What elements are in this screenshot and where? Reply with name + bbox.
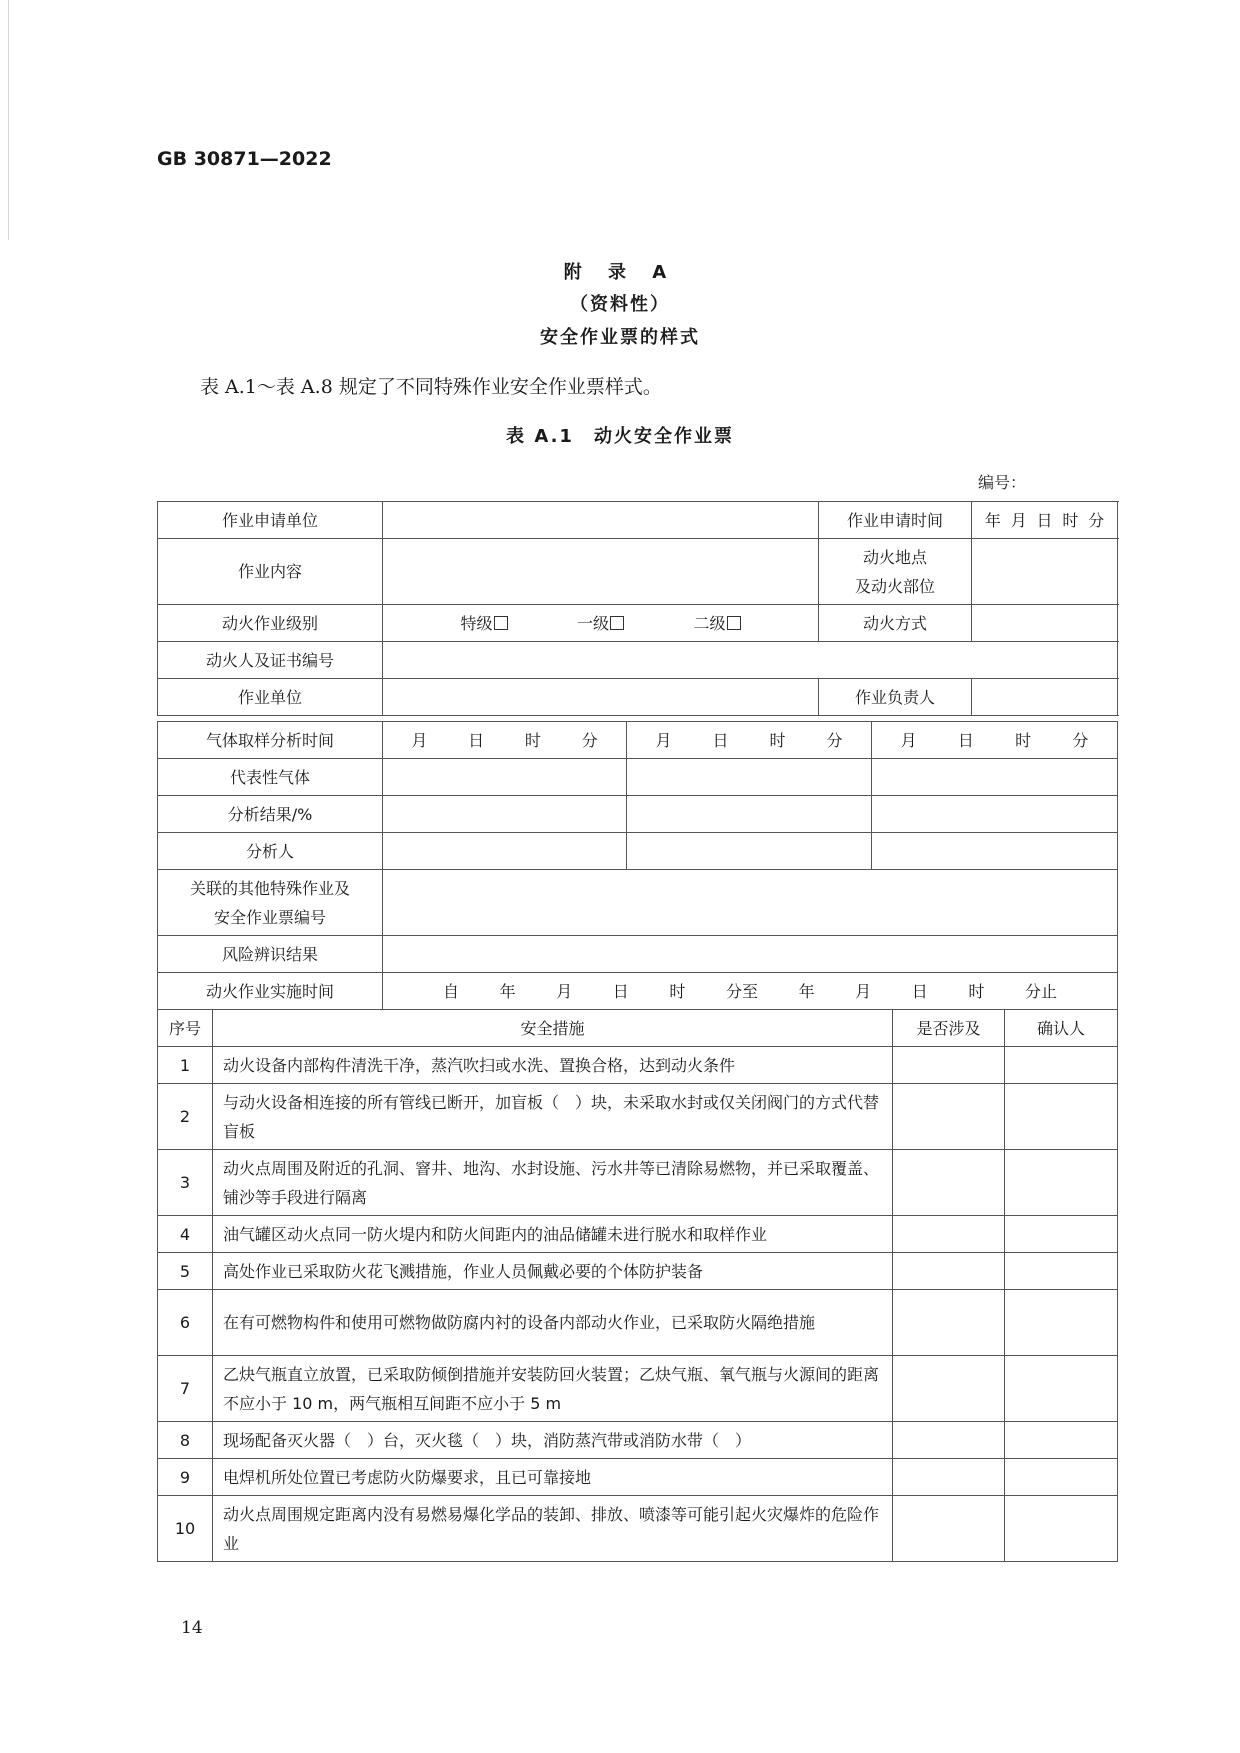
level-first-label: 一级 [577,613,610,633]
measure-row [158,1084,1118,1150]
measure-text: 动火点周围及附近的孔洞、窨井、地沟、水封设施、污水井等已清除易燃物，并已采取覆盖、铺沙等手段进行隔离 [213,1150,893,1216]
measure-involved [893,1216,1005,1253]
scan-edge-line [8,0,9,240]
label-work-unit: 作业单位 [158,679,383,716]
analyst-cell-3 [872,833,1118,870]
value-location [972,539,1118,605]
apply-time-minute: 分 [1088,510,1105,530]
gas-time-1-minute: 分 [581,730,598,750]
measure-confirm [1005,1290,1118,1356]
row-risk [158,936,1118,973]
measure-no: 10 [158,1496,213,1562]
value-content [383,539,819,605]
measure-no: 8 [158,1422,213,1459]
measure-confirm [1005,1422,1118,1459]
measure-confirm [1005,1356,1118,1422]
measure-involved [893,1084,1005,1150]
gas-time-1 [383,722,627,759]
level-special-label: 特级 [460,613,493,633]
label-apply-time: 作业申请时间 [819,502,972,539]
result-cell-3 [872,796,1118,833]
value-risk [383,936,1118,973]
impl-to-year: 年 [798,981,815,1001]
label-content: 作业内容 [158,539,383,605]
gas-time-3 [872,722,1118,759]
gas-cell-2 [627,759,872,796]
label-method: 动火方式 [819,605,972,642]
result-cell-2 [627,796,872,833]
measure-row [158,1150,1118,1216]
label-result: 分析结果/% [158,796,383,833]
measure-no: 1 [158,1047,213,1084]
label-operator: 动火人及证书编号 [158,642,383,679]
apply-time-hour: 时 [1062,510,1079,530]
row-impl-time [158,973,1118,1010]
value-responsible [972,679,1118,716]
measure-confirm [1005,1150,1118,1216]
gas-time-1-hour: 时 [524,730,541,750]
measure-involved [893,1253,1005,1290]
appendix-label: 附 录 A [563,262,677,283]
gas-time-3-month: 月 [900,730,917,750]
value-work-unit [383,679,819,716]
value-apply-time [972,502,1118,539]
label-analyst: 分析人 [158,833,383,870]
row-analyst [158,833,1118,870]
row-work-unit [158,679,1118,716]
measure-row [158,1356,1118,1422]
measure-no: 9 [158,1459,213,1496]
gas-time-2-month: 月 [655,730,672,750]
impl-from-month: 月 [556,981,573,1001]
table-title: 表 A.1 动火安全作业票 [506,426,734,447]
measure-text: 与动火设备相连接的所有管线已断开，加盲板（ ）块，未采取水封或仅关闭阀门的方式代替盲板 [213,1084,893,1150]
level-second [694,609,741,638]
checkbox-special[interactable] [494,616,508,630]
measure-row [158,1290,1118,1356]
measure-involved [893,1496,1005,1562]
row-applicant [158,502,1118,539]
safety-measures-table [157,1009,1118,1562]
impl-from-year: 年 [499,981,516,1001]
result-cell-1 [383,796,627,833]
measure-involved [893,1356,1005,1422]
gas-time-3-minute: 分 [1072,730,1089,750]
measure-involved [893,1422,1005,1459]
impl-to-day: 日 [911,981,928,1001]
checkbox-first[interactable] [610,616,624,630]
measure-row [158,1047,1118,1084]
label-related [158,870,383,936]
value-level [383,605,819,642]
label-gas: 代表性气体 [158,759,383,796]
measure-text: 在有可燃物构件和使用可燃物做防腐内衬的设备内部动火作业，已采取防火隔绝措施 [213,1290,893,1356]
standard-id: GB 30871—2022 [157,148,332,170]
value-operator [383,642,1118,679]
measure-text: 高处作业已采取防火花飞溅措施，作业人员佩戴必要的个体防护装备 [213,1253,893,1290]
value-impl-time [383,973,1118,1010]
measure-confirm [1005,1084,1118,1150]
measure-text: 乙炔气瓶直立放置，已采取防倾倒措施并安装防回火装置；乙炔气瓶、氧气瓶与火源间的距离不应小于 10 m，两气瓶相互间距不应小于 5 m [213,1356,893,1422]
measure-involved [893,1290,1005,1356]
measure-confirm [1005,1216,1118,1253]
gas-analysis-table [157,721,1118,870]
intro-paragraph: 表 A.1～表 A.8 规定了不同特殊作业安全作业票样式。 [200,376,662,398]
gas-time-2-hour: 时 [769,730,786,750]
impl-from: 自 [443,981,460,1001]
label-location-line1: 动火地点 [863,547,928,567]
label-impl-time: 动火作业实施时间 [158,973,383,1010]
analyst-cell-1 [383,833,627,870]
value-applicant-unit [383,502,819,539]
row-level [158,605,1118,642]
gas-time-3-day: 日 [957,730,974,750]
measure-row [158,1459,1118,1496]
label-location-line2: 及动火部位 [855,576,936,596]
page-number: 14 [181,1618,203,1638]
measure-involved [893,1459,1005,1496]
measure-no: 2 [158,1084,213,1150]
appendix-title: 安全作业票的样式 [540,327,700,348]
measure-confirm [1005,1459,1118,1496]
header-no: 序号 [158,1010,213,1047]
apply-time-day: 日 [1036,510,1053,530]
measure-row [158,1496,1118,1562]
appendix-nature: （资料性） [570,294,670,315]
measures-header-row [158,1010,1118,1047]
apply-time-month: 月 [1010,510,1027,530]
gas-time-2 [627,722,872,759]
measure-text: 现场配备灭火器（ ）台，灭火毯（ ）块，消防蒸汽带或消防水带（ ） [213,1422,893,1459]
checkbox-second[interactable] [727,616,741,630]
impl-from-hour: 时 [669,981,686,1001]
measure-confirm [1005,1047,1118,1084]
level-first [577,609,624,638]
label-level: 动火作业级别 [158,605,383,642]
row-operator [158,642,1118,679]
gas-time-3-hour: 时 [1015,730,1032,750]
header-measure: 安全措施 [213,1010,893,1047]
label-gas-time: 气体取样分析时间 [158,722,383,759]
measure-no: 3 [158,1150,213,1216]
row-gas [158,759,1118,796]
measure-text: 油气罐区动火点同一防火堤内和防火间距内的油品储罐未进行脱水和取样作业 [213,1216,893,1253]
value-method [972,605,1118,642]
header-involved: 是否涉及 [893,1010,1005,1047]
measure-row [158,1216,1118,1253]
row-related [158,870,1118,936]
apply-time-year: 年 [984,510,1001,530]
measure-involved [893,1150,1005,1216]
level-special [461,609,508,638]
label-applicant-unit: 作业申请单位 [158,502,383,539]
analyst-cell-2 [627,833,872,870]
measure-no: 4 [158,1216,213,1253]
measure-no: 6 [158,1290,213,1356]
measure-row [158,1422,1118,1459]
impl-from-day: 日 [612,981,629,1001]
impl-to-minute-end: 分止 [1024,981,1057,1001]
measure-involved [893,1047,1005,1084]
label-risk: 风险辨识结果 [158,936,383,973]
measure-text: 电焊机所处位置已考虑防火防爆要求，且已可靠接地 [213,1459,893,1496]
gas-time-1-day: 日 [468,730,485,750]
label-related-line2: 安全作业票编号 [213,907,326,927]
measure-no: 5 [158,1253,213,1290]
value-related [383,870,1118,936]
row-content [158,539,1118,605]
measure-no: 7 [158,1356,213,1422]
implementation-table [157,869,1118,1010]
impl-from-minute-to: 分至 [725,981,758,1001]
label-location [819,539,972,605]
header-confirm: 确认人 [1005,1010,1118,1047]
measure-text: 动火点周围规定距离内没有易燃易爆化学品的装卸、排放、喷漆等可能引起火灾爆炸的危险作业 [213,1496,893,1562]
impl-to-hour: 时 [968,981,985,1001]
gas-time-2-day: 日 [712,730,729,750]
row-result [158,796,1118,833]
gas-cell-1 [383,759,627,796]
measure-text: 动火设备内部构件清洗干净，蒸汽吹扫或水洗、置换合格，达到动火条件 [213,1047,893,1084]
hot-work-ticket-table [157,501,1118,716]
level-second-label: 二级 [693,613,726,633]
label-responsible: 作业负责人 [819,679,972,716]
label-related-line1: 关联的其他特殊作业及 [189,878,350,898]
impl-to-month: 月 [855,981,872,1001]
gas-time-1-month: 月 [411,730,428,750]
measure-confirm [1005,1253,1118,1290]
measure-confirm [1005,1496,1118,1562]
row-gas-time [158,722,1118,759]
gas-time-2-minute: 分 [826,730,843,750]
measure-row [158,1253,1118,1290]
serial-number-label: 编号： [978,473,1027,492]
gas-cell-3 [872,759,1118,796]
